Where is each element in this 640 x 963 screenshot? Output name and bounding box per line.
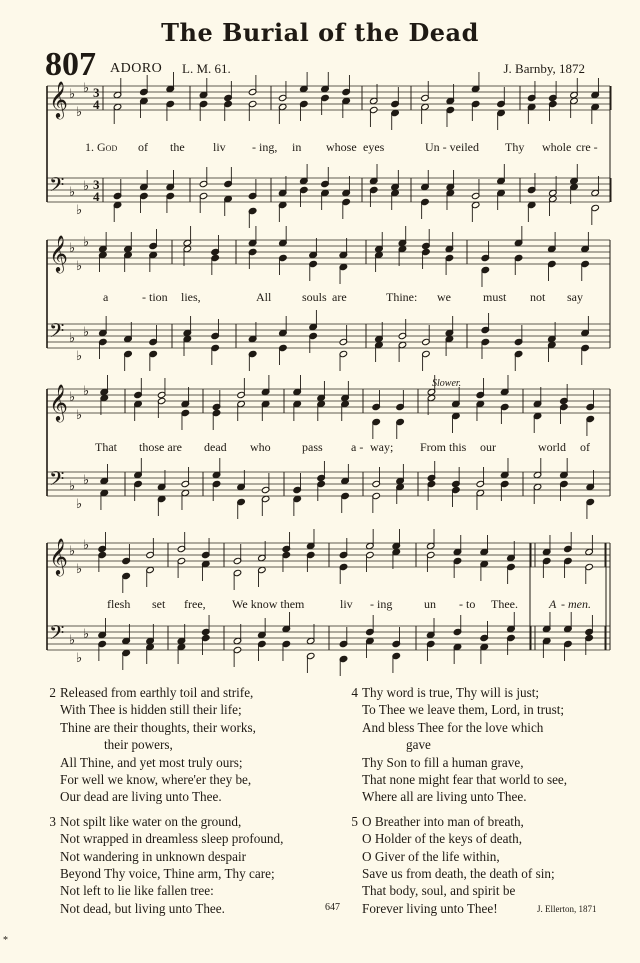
lyric-syllable: Thine: bbox=[386, 290, 418, 304]
flat-icon: ♭ bbox=[69, 633, 76, 648]
verse-line bbox=[40, 848, 283, 865]
lyric-syllable: We know them bbox=[232, 597, 305, 611]
flat-icon: ♭ bbox=[83, 473, 90, 488]
time-signature: 4 bbox=[93, 97, 100, 112]
lyric-syllable: are bbox=[332, 290, 347, 304]
verse-text: Thy word is true, Thy will is just; bbox=[362, 685, 540, 700]
flat-icon: ♭ bbox=[69, 185, 76, 200]
verse-line bbox=[40, 736, 283, 753]
hymn-number: 807 bbox=[45, 46, 96, 83]
verse-text: Our dead are living unto Thee. bbox=[60, 789, 222, 805]
verse-line bbox=[40, 813, 283, 830]
lyric-syllable: dead bbox=[204, 440, 227, 454]
treble-clef-icon: 𝄞 bbox=[49, 383, 68, 421]
time-signature: 3 bbox=[93, 177, 100, 192]
flat-icon: ♭ bbox=[83, 81, 90, 96]
flat-icon: ♭ bbox=[76, 562, 83, 577]
page-number: 647 bbox=[325, 902, 340, 913]
time-signature: 3 bbox=[93, 85, 100, 100]
verse-block bbox=[40, 813, 283, 917]
verse-block bbox=[342, 684, 567, 806]
verse-line bbox=[40, 684, 283, 701]
verse-block bbox=[342, 813, 567, 917]
treble-clef-icon: 𝄞 bbox=[49, 234, 68, 272]
bass-clef-icon: 𝄢 bbox=[49, 319, 65, 347]
flat-icon: ♭ bbox=[83, 325, 90, 340]
verse-number: 5 bbox=[351, 813, 358, 829]
hymn-section-title: The Burial of the Dead bbox=[161, 18, 479, 47]
verse-line bbox=[342, 848, 567, 865]
verse-line bbox=[342, 882, 567, 899]
lyric-syllable: - ing bbox=[370, 597, 393, 611]
verse-text: Thy Son to fill a human grave, bbox=[362, 754, 524, 770]
verse-line bbox=[40, 701, 283, 718]
flat-icon: ♭ bbox=[76, 651, 83, 666]
verse-line bbox=[40, 882, 283, 899]
verse-text: O Giver of the life within, bbox=[362, 848, 500, 864]
lyric-syllable: souls bbox=[302, 290, 327, 304]
flat-icon: ♭ bbox=[76, 497, 83, 512]
lyric-syllable: free, bbox=[184, 597, 206, 611]
flat-icon: ♭ bbox=[69, 87, 76, 102]
verse-number: 4 bbox=[351, 685, 358, 700]
verse-text: Not left to lie like fallen tree: bbox=[60, 883, 214, 899]
verse-text: Not dead, but living unto Thee. bbox=[60, 900, 225, 916]
verse-line bbox=[342, 830, 567, 847]
verse-line bbox=[342, 701, 567, 718]
verse-line bbox=[342, 719, 567, 736]
flat-icon: ♭ bbox=[69, 331, 76, 346]
verse-line bbox=[40, 900, 283, 917]
verse-line bbox=[342, 736, 567, 753]
flat-icon: ♭ bbox=[83, 179, 90, 194]
lyric-syllable: of bbox=[580, 440, 590, 454]
meter: L. M. 61. bbox=[182, 61, 231, 76]
lyric-syllable: cre - bbox=[576, 140, 598, 154]
verse-line bbox=[342, 813, 567, 830]
flat-icon: ♭ bbox=[76, 203, 83, 218]
verse-text: Beyond Thy voice, Thine arm, Thy care; bbox=[60, 866, 275, 882]
verse-line bbox=[40, 865, 283, 882]
verse-line bbox=[342, 900, 567, 917]
flat-icon: ♭ bbox=[83, 627, 90, 642]
tune-name: ADORO bbox=[110, 61, 163, 76]
bass-clef-icon: 𝄢 bbox=[49, 173, 65, 201]
verse-text: O Holder of the keys of death, bbox=[362, 831, 523, 847]
lyric-syllable: From this bbox=[420, 440, 467, 454]
bass-clef-icon: 𝄢 bbox=[49, 467, 65, 495]
lyric-syllable: in bbox=[292, 140, 302, 154]
verse-number: 2 bbox=[49, 685, 56, 700]
verse-text: Forever living unto Thee! bbox=[362, 900, 498, 916]
verse-text: Where all are living unto Thee. bbox=[362, 789, 527, 805]
lyric-syllable: - men. bbox=[561, 597, 591, 611]
verse-line bbox=[342, 865, 567, 882]
verse-line bbox=[342, 788, 567, 805]
lyric-syllable: we bbox=[437, 290, 451, 304]
verse-text: gave bbox=[406, 737, 431, 753]
lyric-syllable: who bbox=[250, 440, 271, 454]
verse-line bbox=[40, 830, 283, 847]
verse-text: For well we know, where'er they be, bbox=[60, 772, 252, 788]
lyric-syllable: a bbox=[103, 290, 109, 304]
flat-icon: ♭ bbox=[76, 105, 83, 120]
verse-text: That body, soul, and spirit be bbox=[362, 883, 516, 899]
bass-clef-icon: 𝄢 bbox=[49, 621, 65, 649]
verse-line bbox=[40, 754, 283, 771]
verse-line bbox=[342, 754, 567, 771]
composer: J. Barnby, 1872 bbox=[503, 61, 585, 76]
flat-icon: ♭ bbox=[83, 235, 90, 250]
lyric-syllable: a - bbox=[351, 440, 364, 454]
lyric-syllable: - to bbox=[459, 597, 476, 611]
lyric-syllable: those are bbox=[139, 440, 182, 454]
treble-clef-icon: 𝄞 bbox=[49, 537, 68, 575]
flat-icon: ♭ bbox=[76, 349, 83, 364]
verse-text: Released from earthly toil and strife, bbox=[60, 685, 254, 700]
verse-number: 3 bbox=[49, 813, 56, 829]
verse-line bbox=[342, 684, 567, 701]
verse-line bbox=[342, 771, 567, 788]
verse-line bbox=[40, 719, 283, 736]
lyric-syllable: - ing, bbox=[252, 140, 278, 154]
lyric-syllable: not bbox=[530, 290, 546, 304]
verse-line bbox=[40, 788, 283, 805]
flat-icon: ♭ bbox=[69, 544, 76, 559]
lyric-syllable: of bbox=[138, 140, 148, 154]
lyric-syllable: way; bbox=[370, 440, 394, 454]
lyric-syllable: eyes bbox=[363, 140, 385, 154]
lyric-syllable: 1. God bbox=[85, 140, 118, 154]
flat-icon: ♭ bbox=[69, 390, 76, 405]
flat-icon: ♭ bbox=[76, 259, 83, 274]
verse-text: To Thee we leave them, Lord, in trust; bbox=[362, 702, 565, 718]
lyric-syllable: set bbox=[152, 597, 166, 611]
lyric-syllable: Thee. bbox=[491, 597, 518, 611]
corner-mark: * bbox=[3, 935, 8, 946]
verse-block bbox=[40, 684, 283, 806]
lyric-syllable: whole bbox=[542, 140, 572, 154]
lyric-syllable: Un - veiled bbox=[425, 140, 479, 154]
verses-right-column bbox=[342, 684, 567, 924]
verse-text: That none might fear that world to see, bbox=[362, 772, 568, 788]
verse-text: Save us from death, the death of sin; bbox=[362, 866, 555, 882]
lyric-syllable: our bbox=[480, 440, 496, 454]
verse-text: And bless Thee for the love which bbox=[362, 719, 544, 735]
time-signature: 4 bbox=[93, 189, 100, 204]
flat-icon: ♭ bbox=[69, 241, 76, 256]
flat-icon: ♭ bbox=[76, 408, 83, 423]
lyric-syllable: world bbox=[538, 440, 566, 454]
verse-line bbox=[40, 771, 283, 788]
lyric-syllable: the bbox=[170, 140, 185, 154]
verse-text: Thine are their thoughts, their works, bbox=[60, 719, 256, 735]
lyric-syllable: That bbox=[95, 440, 117, 454]
verse-text: With Thee is hidden still their life; bbox=[60, 702, 242, 718]
verse-text: O Breather into man of breath, bbox=[362, 813, 524, 829]
verse-text: Not spilt like water on the ground, bbox=[60, 813, 242, 829]
lyric-syllable: whose bbox=[326, 140, 357, 154]
lyric-syllable: - tion bbox=[142, 290, 168, 304]
verse-text: Not wrapped in dreamless sleep profound, bbox=[60, 831, 284, 847]
lyric-syllable: flesh bbox=[107, 597, 131, 611]
tempo-marking: Slower. bbox=[432, 378, 462, 389]
lyric-syllable: pass bbox=[302, 440, 323, 454]
treble-clef-icon: 𝄞 bbox=[49, 80, 68, 118]
verse-text: Not wandering in unknown despair bbox=[60, 848, 247, 864]
verses-left-column bbox=[40, 684, 283, 924]
lyric-syllable: liv bbox=[213, 140, 226, 154]
lyric-syllable: say bbox=[567, 290, 583, 304]
verse-text: All Thine, and yet most truly ours; bbox=[60, 754, 243, 770]
text-author: J. Ellerton, 1871 bbox=[537, 904, 597, 914]
lyric-syllable: A bbox=[549, 597, 557, 611]
flat-icon: ♭ bbox=[69, 479, 76, 494]
verse-text: their powers, bbox=[104, 737, 173, 753]
lyric-syllable: liv bbox=[340, 597, 353, 611]
flat-icon: ♭ bbox=[83, 384, 90, 399]
lyric-syllable: All bbox=[256, 290, 272, 304]
lyric-syllable: Thy bbox=[505, 140, 525, 154]
lyric-syllable: lies, bbox=[181, 290, 201, 304]
lyric-syllable: un bbox=[424, 597, 436, 611]
flat-icon: ♭ bbox=[83, 538, 90, 553]
lyric-syllable: must bbox=[483, 290, 507, 304]
